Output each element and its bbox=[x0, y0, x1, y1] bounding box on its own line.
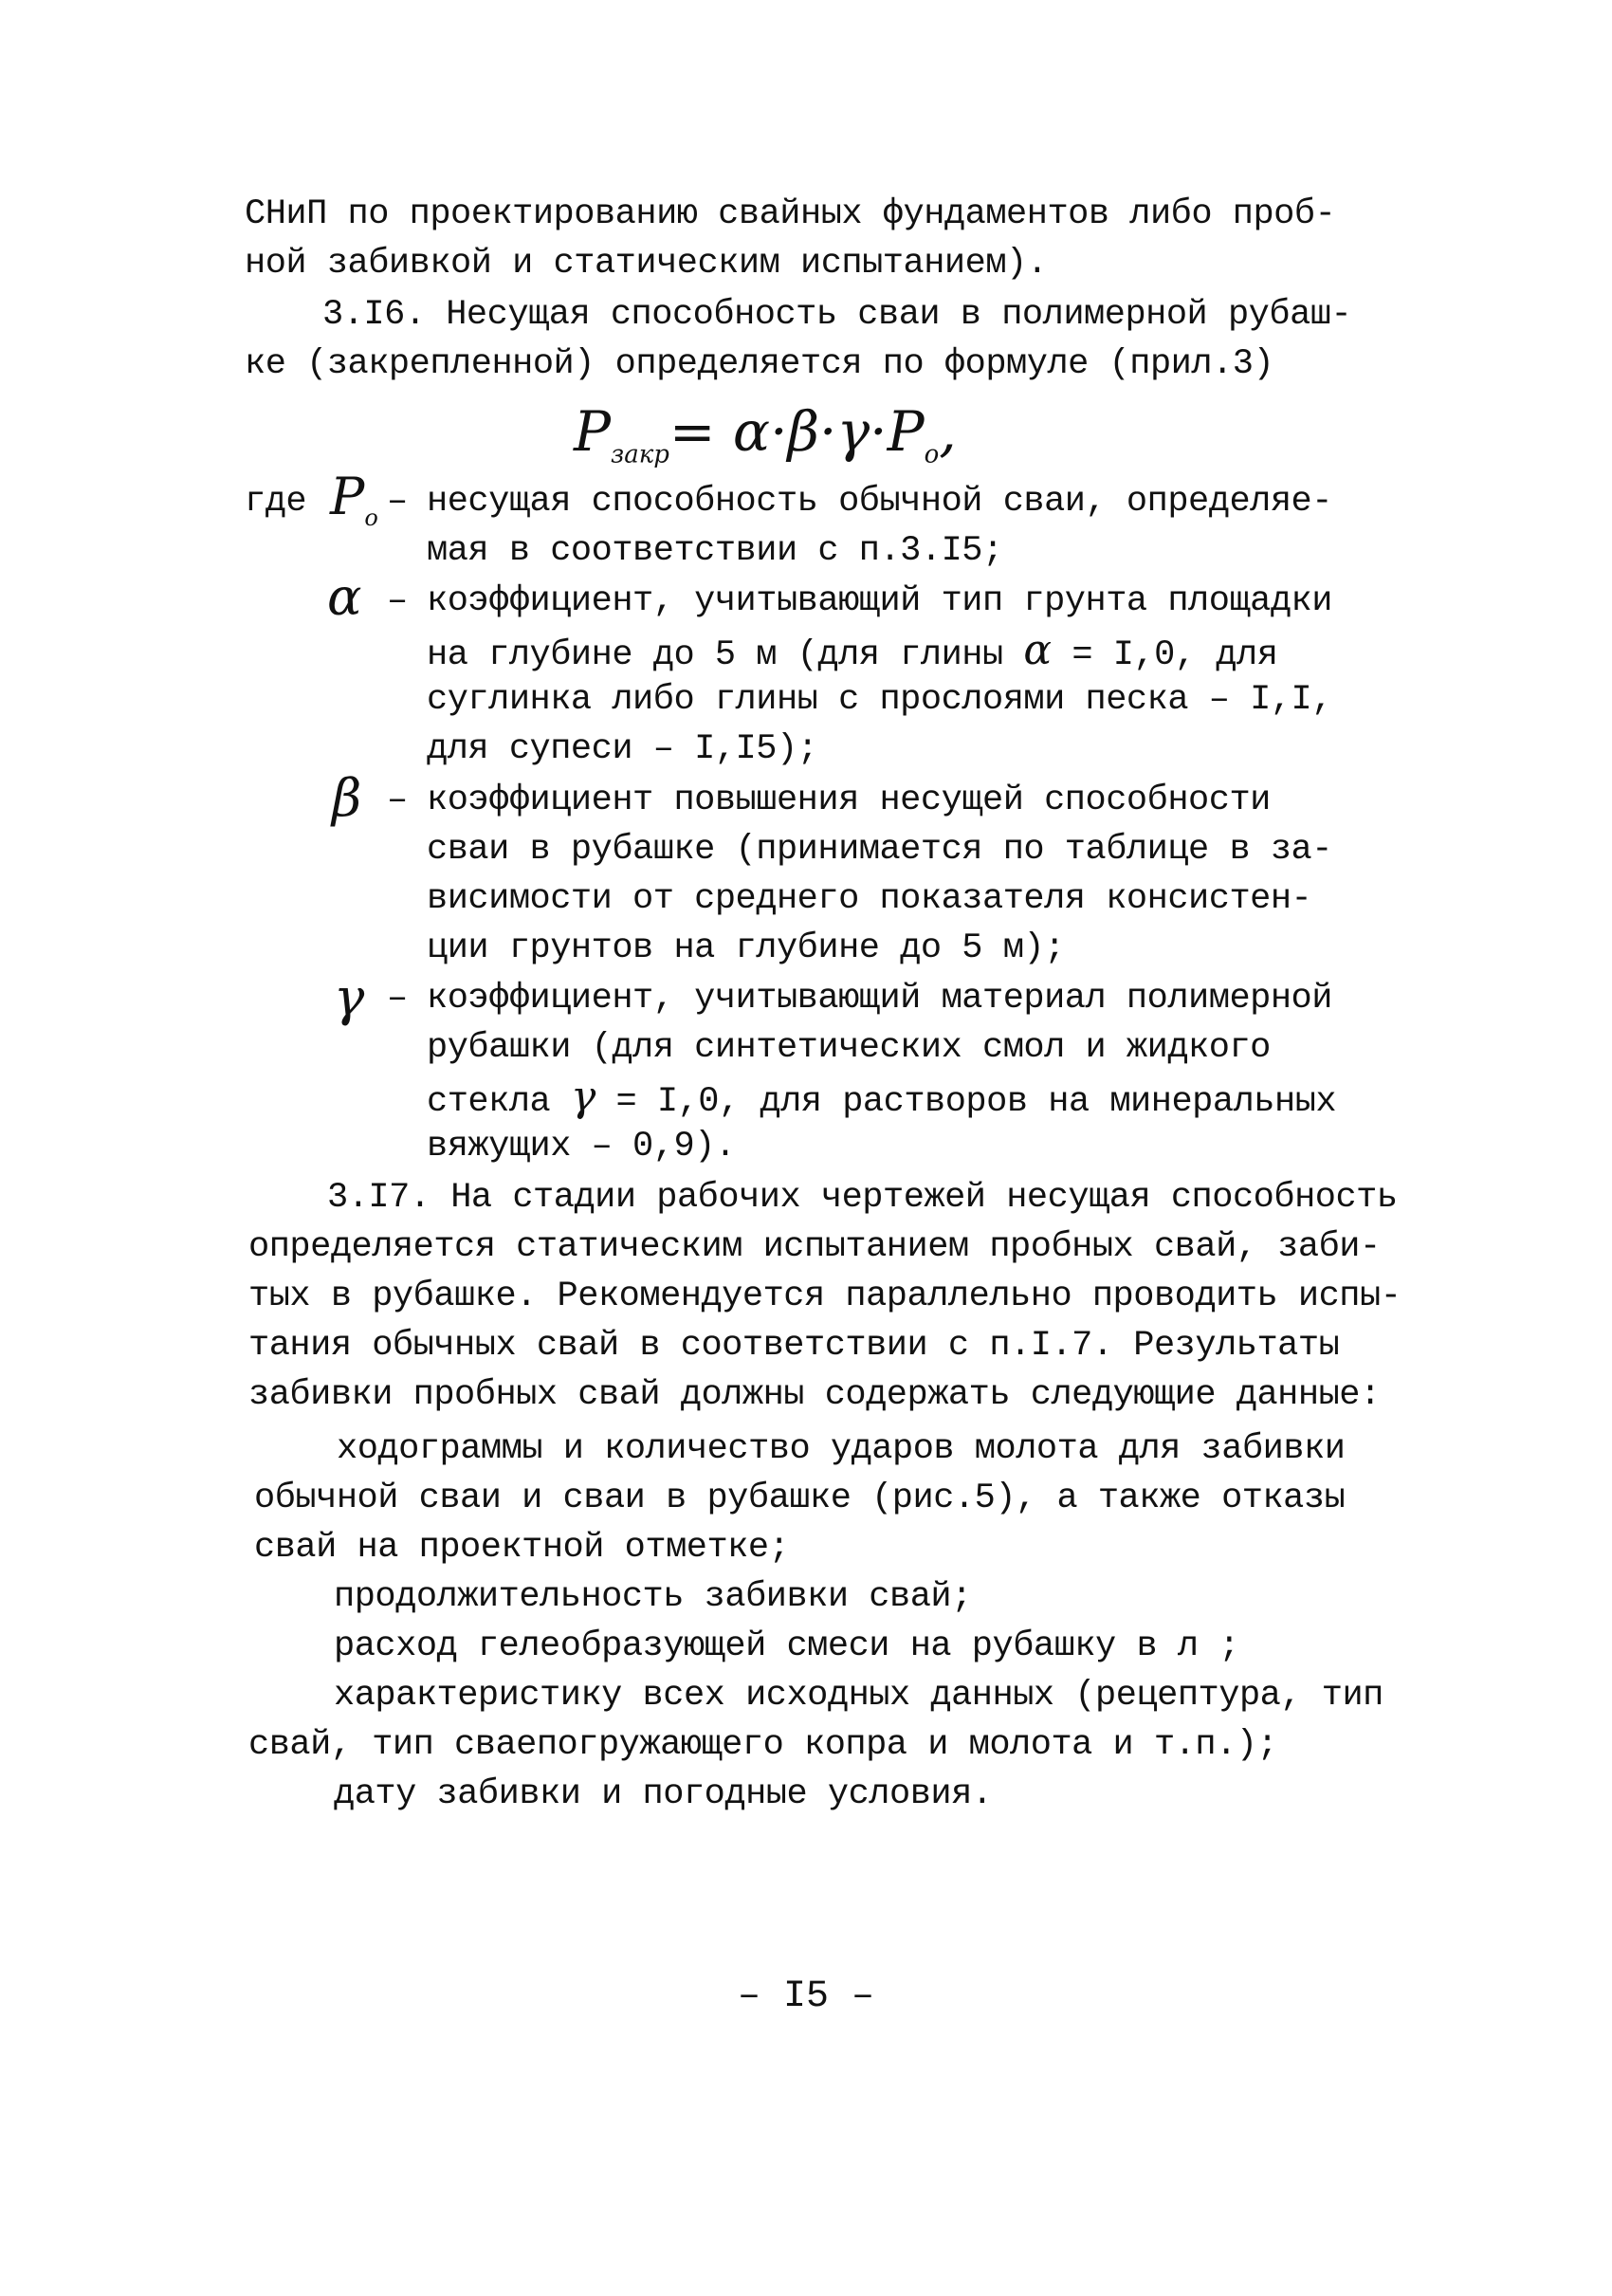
alpha-def-line-2 bbox=[427, 626, 1277, 680]
alpha-symbol: α bbox=[327, 567, 362, 627]
alpha-inline-symbol: α bbox=[1023, 626, 1052, 674]
gamma-symbol: γ bbox=[334, 967, 365, 1027]
p0-def-line-1: несущая способность обычной сваи, определяе- bbox=[427, 482, 1332, 522]
list-item-1-line-2: обычной сваи и сваи в рубашке (рис.5), а также отказы bbox=[254, 1479, 1346, 1518]
list-item-5: дату забивки и погодные условия. bbox=[334, 1774, 993, 1814]
alpha-def-line-4: для супеси – I,I5); bbox=[427, 729, 818, 769]
intro-line-1: СНиП по проектированию свайных фундаментов либо проб- bbox=[245, 194, 1336, 234]
list-item-1-line-3: свай на проектной отметке; bbox=[254, 1528, 790, 1568]
beta-symbol: β bbox=[332, 768, 362, 828]
beta-def-line-1: коэффициент повышения несущей способности bbox=[427, 781, 1271, 820]
bearing-capacity-formula bbox=[574, 398, 957, 488]
alpha-def-line-2-b: = I,0, для bbox=[1072, 635, 1278, 675]
alpha-def-line-2-a: на глубине до 5 м (для глины bbox=[427, 635, 1003, 675]
beta-def-line-3: висимости от среднего показателя консистен- bbox=[427, 879, 1312, 919]
p0-symbol-letter: P bbox=[330, 467, 365, 526]
list-item-3: расход гелеобразующей смеси на рубашку в л ; bbox=[334, 1626, 1239, 1666]
alpha-dash: – bbox=[387, 581, 409, 621]
clause-3-16-line-2: ке (закрепленной) определяется по формуле (прил.3) bbox=[245, 344, 1274, 384]
gamma-def-line-3 bbox=[427, 1073, 1336, 1127]
page-number: – I5 – bbox=[737, 1975, 875, 2018]
intro-line-2: ной забивкой и статическим испытанием). bbox=[245, 244, 1048, 284]
clause-3-17-line-2: определяется статическим испытанием пробных свай, заби- bbox=[248, 1227, 1381, 1267]
gamma-def-line-4: вяжущих – 0,9). bbox=[427, 1127, 736, 1166]
clause-3-16-line-1: 3.I6. Несущая способность сваи в полимерной рубаш- bbox=[322, 295, 1352, 335]
beta-def-line-4: ции грунтов на глубине до 5 м); bbox=[427, 928, 1065, 968]
list-item-1-line-1: ходограммы и количество ударов молота для забивки bbox=[337, 1429, 1346, 1469]
formula-rhs: = α·β·γ·P bbox=[669, 399, 925, 464]
formula-tail: , bbox=[939, 399, 957, 464]
gamma-def-line-3-a: стекла bbox=[427, 1082, 551, 1122]
clause-3-17-line-4: тания обычных свай в соответствии с п.I.7. Результаты bbox=[248, 1326, 1340, 1366]
list-item-4-line-2: свай, тип сваепогружающего копра и молота и т.п.); bbox=[248, 1725, 1278, 1765]
beta-dash: – bbox=[387, 781, 409, 820]
gamma-def-line-3-b: = I,0, для растворов на минеральных bbox=[615, 1082, 1337, 1122]
alpha-def-line-1: коэффициент, учитывающий тип грунта площадки bbox=[427, 581, 1332, 621]
clause-3-17-line-3: тых в рубашке. Рекомендуется параллельно проводить испы- bbox=[248, 1277, 1401, 1316]
p0-dash: – bbox=[387, 482, 409, 522]
gamma-def-line-2: рубашки (для синтетических смол и жидкого bbox=[427, 1028, 1271, 1068]
alpha-def-line-3: суглинка либо глины с прослоями песка – I,I, bbox=[427, 680, 1332, 720]
p0-symbol-subscript: o bbox=[364, 504, 378, 531]
gamma-dash: – bbox=[387, 979, 409, 1019]
clause-3-17-line-5: забивки пробных свай должны содержать следующие данные: bbox=[248, 1375, 1381, 1415]
formula-lhs: P bbox=[574, 399, 612, 464]
clause-3-17-line-1: 3.I7. На стадии рабочих чертежей несущая способность bbox=[327, 1178, 1398, 1218]
beta-def-line-2: сваи в рубашке (принимается по таблице в за- bbox=[427, 830, 1332, 870]
gamma-inline-symbol: γ bbox=[570, 1073, 595, 1121]
p0-def-line-2: мая в соответствии с п.3.I5; bbox=[427, 531, 1003, 571]
p0-symbol bbox=[330, 468, 378, 546]
gamma-def-line-1: коэффициент, учитывающий материал полимерной bbox=[427, 979, 1332, 1019]
formula-rhs-subscript: o bbox=[924, 440, 940, 469]
list-item-4-line-1: характеристику всех исходных данных (рецептура, тип bbox=[334, 1676, 1383, 1716]
formula-lhs-subscript: закр bbox=[611, 440, 669, 469]
where-label: где bbox=[245, 482, 307, 522]
list-item-2: продолжительность забивки свай; bbox=[334, 1577, 972, 1617]
